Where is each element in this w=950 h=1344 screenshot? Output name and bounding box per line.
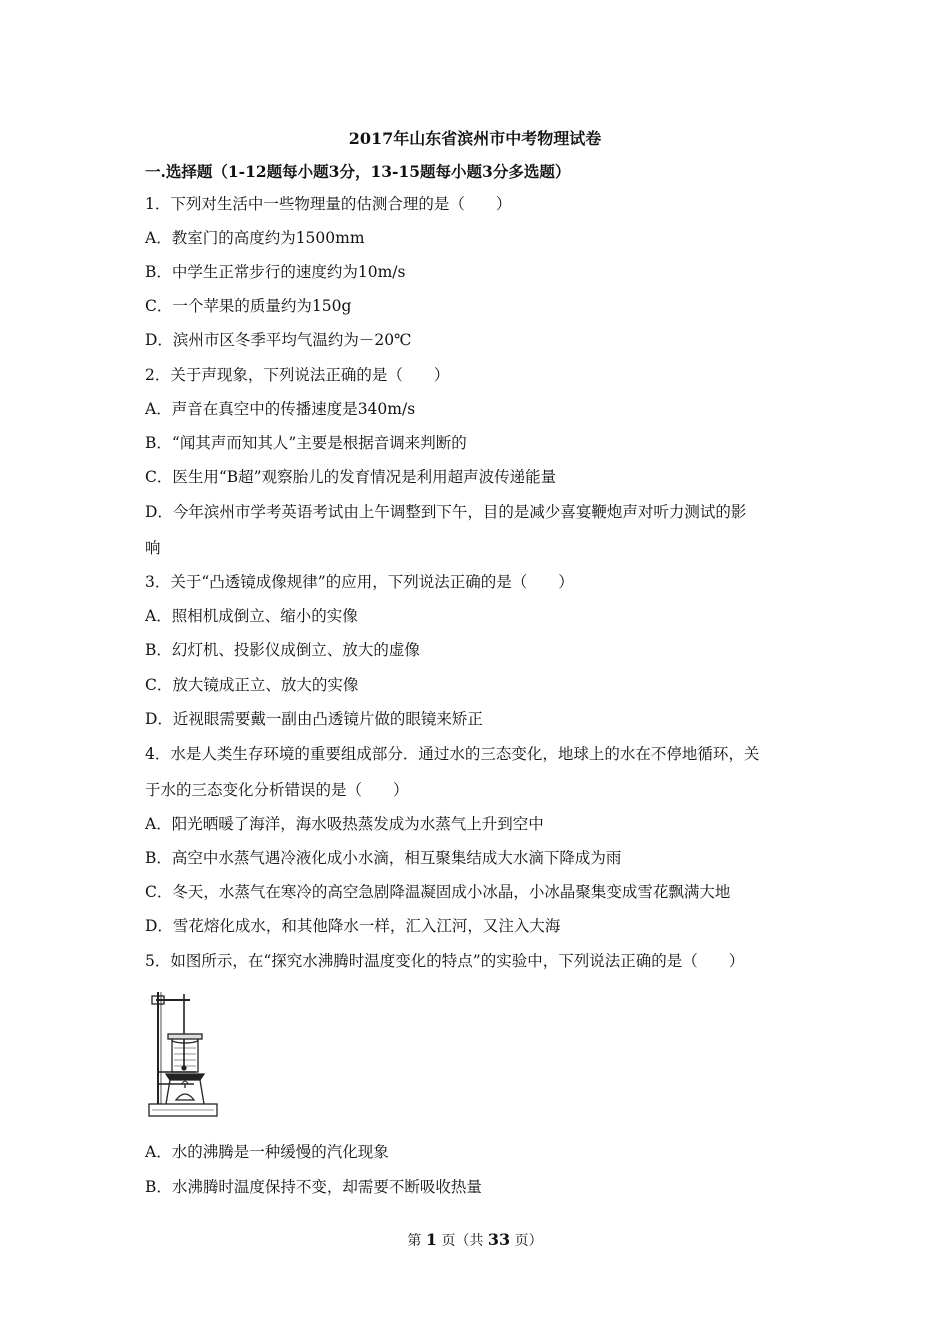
question-3: 3．关于“凸透镜成像规律”的应用，下列说法正确的是（ ） xyxy=(145,573,574,591)
option-1d: D．滨州市区冬季平均气温约为－20℃ xyxy=(145,331,412,349)
footer-total-pages: 33 xyxy=(487,1230,511,1249)
option-1b: B．中学生正常步行的速度约为10m/s xyxy=(145,263,406,281)
boiling-water-apparatus-figure xyxy=(148,988,220,1120)
question-1: 1．下列对生活中一些物理量的估测合理的是（ ） xyxy=(145,195,512,213)
question-4: 4．水是人类生存环境的重要组成部分．通过水的三态变化，地球上的水在不停地循环，关 xyxy=(145,745,760,763)
footer-suffix: 页） xyxy=(514,1233,543,1249)
option-2d: D．今年滨州市学考英语考试由上午调整到下午，目的是减少喜宴鞭炮声对听力测试的影 xyxy=(145,503,747,521)
option-5a: A．水的沸腾是一种缓慢的汽化现象 xyxy=(145,1143,389,1161)
page-title: 2017年山东省滨州市中考物理试卷 xyxy=(348,129,602,148)
option-5b: B．水沸腾时温度保持不变，却需要不断吸收热量 xyxy=(145,1178,482,1196)
option-3a: A．照相机成倒立、缩小的实像 xyxy=(145,607,358,625)
footer-prefix: 第 xyxy=(407,1233,422,1249)
section-heading: 一.选择题（1-12题每小题3分，13-15题每小题3分多选题） xyxy=(145,162,571,181)
option-2b: B．“闻其声而知其人”主要是根据音调来判断的 xyxy=(145,434,467,452)
question-2: 2．关于声现象，下列说法正确的是（ ） xyxy=(145,366,450,384)
question-5: 5．如图所示，在“探究水沸腾时温度变化的特点”的实验中，下列说法正确的是（ ） xyxy=(145,952,745,970)
page-footer xyxy=(0,1230,950,1250)
question-4-continued: 于水的三态变化分析错误的是（ ） xyxy=(145,781,409,799)
footer-middle: 页（共 xyxy=(441,1233,484,1249)
option-3c: C．放大镜成正立、放大的实像 xyxy=(145,676,359,694)
option-2c: C．医生用“B超”观察胎儿的发育情况是利用超声波传递能量 xyxy=(145,468,557,486)
footer-page-number: 1 xyxy=(425,1230,437,1249)
option-4c: C．冬天，水蒸气在寒冷的高空急剧降温凝固成小冰晶，小冰晶聚集变成雪花飘满大地 xyxy=(145,883,731,901)
option-1c: C．一个苹果的质量约为150g xyxy=(145,297,352,315)
option-3d: D．近视眼需要戴一副由凸透镜片做的眼镜来矫正 xyxy=(145,710,483,728)
option-4b: B．高空中水蒸气遇冷液化成小水滴，相互聚集结成大水滴下降成为雨 xyxy=(145,849,622,867)
option-2d-continued: 响 xyxy=(145,539,161,557)
option-2a: A．声音在真空中的传播速度是340m/s xyxy=(145,400,416,418)
option-4a: A．阳光晒暖了海洋，海水吸热蒸发成为水蒸气上升到空中 xyxy=(145,815,544,833)
option-3b: B．幻灯机、投影仪成倒立、放大的虚像 xyxy=(145,641,420,659)
option-1a: A．教室门的高度约为1500mm xyxy=(145,229,365,247)
option-4d: D．雪花熔化成水，和其他降水一样，汇入江河，又注入大海 xyxy=(145,917,561,935)
